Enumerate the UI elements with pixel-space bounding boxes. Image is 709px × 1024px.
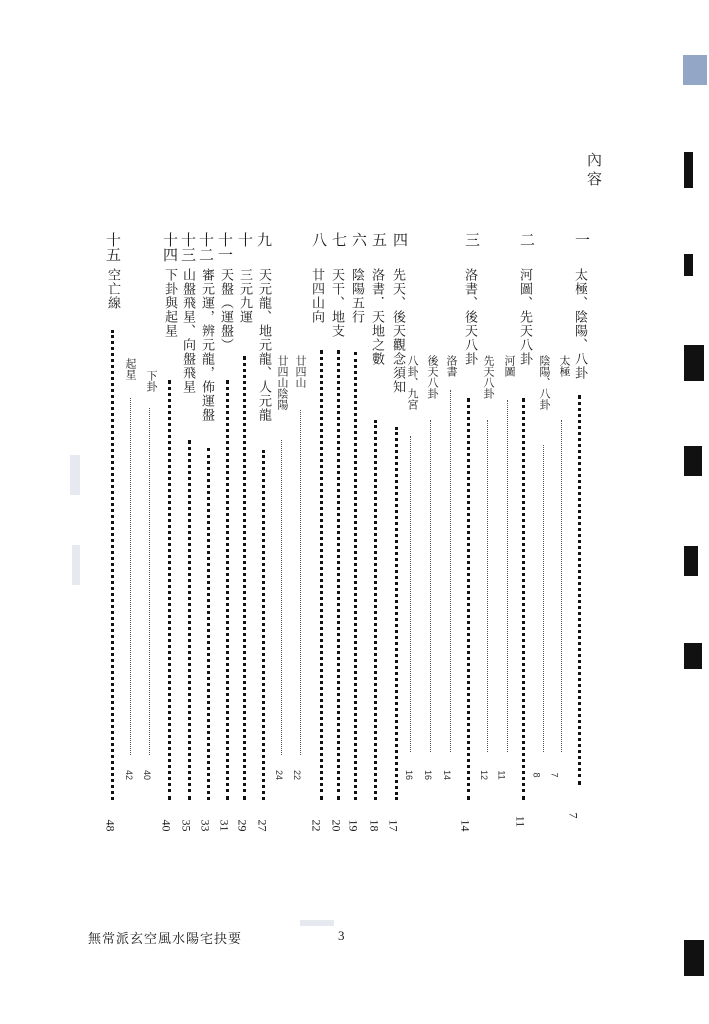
chapter-title[interactable]: 下卦與起星 bbox=[162, 268, 177, 338]
binder-hole-mark bbox=[684, 546, 698, 576]
chapter-number: 二 bbox=[518, 232, 536, 247]
chapter-number: 六 bbox=[350, 232, 368, 247]
chapter-title[interactable]: 空亡線 bbox=[105, 268, 120, 310]
chapter-number: 十一 bbox=[216, 232, 234, 262]
dot-leader bbox=[168, 380, 171, 800]
dot-leader bbox=[226, 380, 229, 800]
dot-leader bbox=[262, 450, 265, 800]
chapter-page-number: 22 bbox=[309, 819, 324, 832]
dot-leader bbox=[188, 440, 191, 800]
section-title[interactable]: 先天八卦 bbox=[482, 355, 495, 399]
section-page-number: 16 bbox=[423, 769, 434, 781]
chapter-page-number: 20 bbox=[329, 819, 344, 832]
scan-smudge bbox=[300, 920, 334, 926]
chapter-page-number: 33 bbox=[198, 819, 213, 832]
section-title[interactable]: 太極 bbox=[558, 355, 571, 377]
chapter-number: 十二 bbox=[197, 232, 215, 262]
section-title[interactable]: 起星 bbox=[124, 358, 137, 380]
dot-leader bbox=[430, 420, 431, 752]
chapter-title[interactable]: 洛書．天地之數 bbox=[369, 268, 384, 366]
chapter-title[interactable]: 天盤（運盤） bbox=[218, 268, 233, 352]
chapter-title[interactable]: 三元九運 bbox=[237, 268, 252, 324]
chapter-page-number: 19 bbox=[346, 819, 361, 832]
binder-hole-mark bbox=[684, 152, 693, 188]
chapter-page-number: 48 bbox=[103, 819, 118, 832]
section-title[interactable]: 陰陽、八卦 bbox=[538, 355, 551, 410]
chapter-title[interactable]: 洛書、後天八卦 bbox=[462, 268, 477, 366]
binder-hole-mark bbox=[684, 345, 704, 381]
scan-smudge bbox=[70, 455, 80, 495]
binder-hole-mark bbox=[684, 446, 702, 476]
dot-leader bbox=[410, 436, 411, 752]
chapter-number: 十四 bbox=[161, 232, 179, 262]
section-title[interactable]: 廿四山 bbox=[294, 355, 307, 388]
chapter-number: 九 bbox=[255, 232, 273, 247]
section-title[interactable]: 後天八卦 bbox=[426, 355, 439, 399]
dot-leader bbox=[300, 410, 301, 755]
chapter-title[interactable]: 先天、後天觀念須知 bbox=[390, 268, 405, 394]
chapter-number: 十三 bbox=[179, 232, 197, 262]
section-page-number: 12 bbox=[479, 769, 490, 781]
chapter-title[interactable]: 河圖、先天八卦 bbox=[517, 268, 532, 366]
chapter-page-number: 40 bbox=[159, 819, 174, 832]
toc-heading: 內容 bbox=[585, 152, 603, 190]
chapter-page-number: 11 bbox=[513, 815, 528, 828]
chapter-number: 八 bbox=[310, 232, 328, 247]
chapter-number: 三 bbox=[463, 232, 481, 247]
section-title[interactable]: 廿四山陰陽 bbox=[276, 355, 289, 410]
book-title: 無常派玄空風水陽宅抉要 bbox=[88, 932, 243, 947]
dot-leader bbox=[522, 398, 525, 800]
dot-leader bbox=[487, 420, 488, 752]
dot-leader bbox=[320, 350, 323, 800]
dot-leader bbox=[243, 356, 246, 800]
dot-leader bbox=[149, 408, 150, 755]
scan-smudge bbox=[72, 545, 80, 585]
section-page-number: 24 bbox=[274, 769, 285, 781]
dot-leader bbox=[354, 352, 357, 800]
chapter-title[interactable]: 太極、陰陽、八卦 bbox=[572, 268, 587, 380]
binder-hole-mark bbox=[684, 940, 704, 976]
chapter-page-number: 29 bbox=[235, 819, 250, 832]
chapter-page-number: 14 bbox=[458, 819, 473, 832]
dot-leader bbox=[130, 398, 131, 755]
chapter-number: 七 bbox=[330, 232, 348, 247]
section-page-number: 8 bbox=[531, 772, 542, 778]
section-page-number: 22 bbox=[292, 769, 303, 781]
binder-hole-mark bbox=[684, 254, 693, 276]
chapter-title[interactable]: 陰陽五行 bbox=[349, 268, 364, 324]
dot-leader bbox=[111, 330, 114, 800]
dot-leader bbox=[395, 427, 398, 800]
chapter-title[interactable]: 山盤飛星、向盤飛星 bbox=[180, 268, 195, 394]
chapter-number: 一 bbox=[573, 232, 591, 247]
chapter-title[interactable]: 天干、地支 bbox=[329, 268, 344, 338]
section-title[interactable]: 洛書 bbox=[445, 355, 458, 377]
chapter-title[interactable]: 廿四山向 bbox=[309, 268, 324, 324]
section-title[interactable]: 河圖 bbox=[503, 355, 516, 377]
chapter-number: 十五 bbox=[104, 232, 122, 262]
chapter-number: 十 bbox=[236, 232, 254, 247]
dot-leader bbox=[450, 390, 451, 752]
dot-leader bbox=[467, 398, 470, 800]
dot-leader bbox=[281, 440, 282, 755]
binder-tab-mark bbox=[683, 55, 707, 85]
chapter-title[interactable]: 天元龍、地元龍、人元龍 bbox=[256, 268, 271, 422]
section-page-number: 40 bbox=[142, 769, 153, 781]
dot-leader bbox=[561, 420, 562, 752]
dot-leader bbox=[374, 420, 377, 800]
chapter-page-number: 17 bbox=[386, 819, 401, 832]
chapter-page-number: 18 bbox=[367, 819, 382, 832]
section-page-number: 16 bbox=[404, 769, 415, 781]
dot-leader bbox=[337, 350, 340, 800]
binder-hole-mark bbox=[684, 643, 702, 669]
chapter-page-number: 7 bbox=[566, 812, 581, 819]
page-number: 3 bbox=[338, 928, 345, 943]
section-page-number: 7 bbox=[549, 772, 560, 778]
section-title[interactable]: 八卦、九宮 bbox=[406, 355, 419, 410]
dot-leader bbox=[207, 448, 210, 800]
dot-leader bbox=[507, 400, 508, 752]
chapter-page-number: 27 bbox=[255, 819, 270, 832]
dot-leader bbox=[543, 445, 544, 752]
chapter-page-number: 31 bbox=[217, 819, 232, 832]
chapter-page-number: 35 bbox=[179, 819, 194, 832]
chapter-number: 五 bbox=[370, 232, 388, 247]
dot-leader bbox=[578, 395, 581, 785]
section-page-number: 14 bbox=[442, 769, 453, 781]
chapter-title[interactable]: 審元運，辨元龍，佈運盤 bbox=[199, 268, 214, 422]
section-page-number: 42 bbox=[124, 769, 135, 781]
section-page-number: 11 bbox=[496, 770, 507, 780]
section-title[interactable]: 下卦 bbox=[145, 370, 158, 392]
chapter-number: 四 bbox=[391, 232, 409, 247]
